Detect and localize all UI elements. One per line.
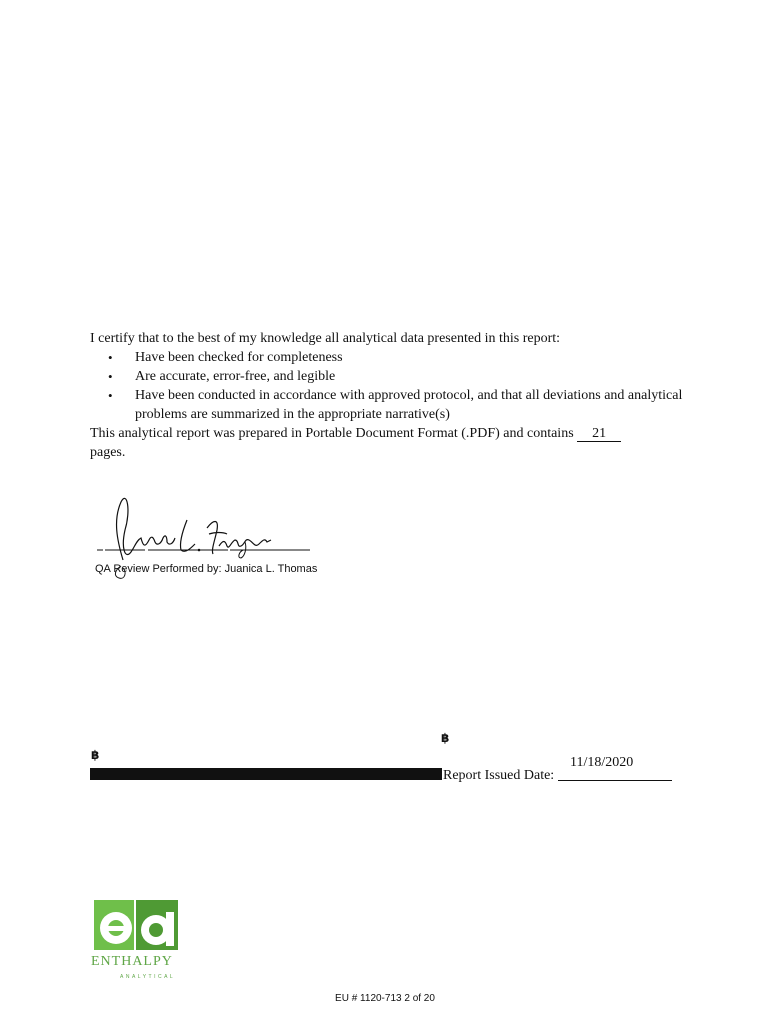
page-footer: EU # 1120-713 2 of 20: [335, 993, 435, 1004]
certification-block: [90, 329, 690, 462]
issued-label: Report Issued Date:: [443, 768, 555, 783]
artifact-glyph: ฿: [91, 748, 100, 762]
logo-subtitle: ANALYTICAL: [120, 974, 176, 980]
certification-intro: I certify that to the best of my knowledge all analytical data presented in this report:: [90, 331, 561, 346]
issued-date-line: [443, 766, 672, 784]
format-statement: [90, 424, 690, 443]
redaction-bar: [90, 768, 442, 780]
page-count: 21: [577, 426, 621, 442]
issued-date-blank: [558, 766, 672, 781]
issued-date: 11/18/2020: [570, 755, 634, 770]
certification-list: [90, 348, 690, 424]
ea-logo-mark: [92, 898, 182, 954]
artifact-glyph: ฿: [441, 731, 450, 745]
pages-word: pages.: [90, 445, 126, 460]
enthalpy-logo: [92, 898, 192, 959]
qa-review-label: QA Review Performed by: Juanica L. Thomas: [95, 563, 318, 575]
certification-item: • Are accurate, error-free, and legible: [135, 367, 690, 386]
certification-item: • Have been conducted in accordance with approved protocol, and that all deviations and analytical problems are summarized in the appropriate narrative(s): [135, 386, 690, 424]
format-text: This analytical report was prepared in Portable Document Format (.PDF) and contains: [90, 426, 574, 441]
logo-name: ENTHALPY: [91, 954, 173, 969]
certification-item: • Have been checked for completeness: [135, 348, 690, 367]
